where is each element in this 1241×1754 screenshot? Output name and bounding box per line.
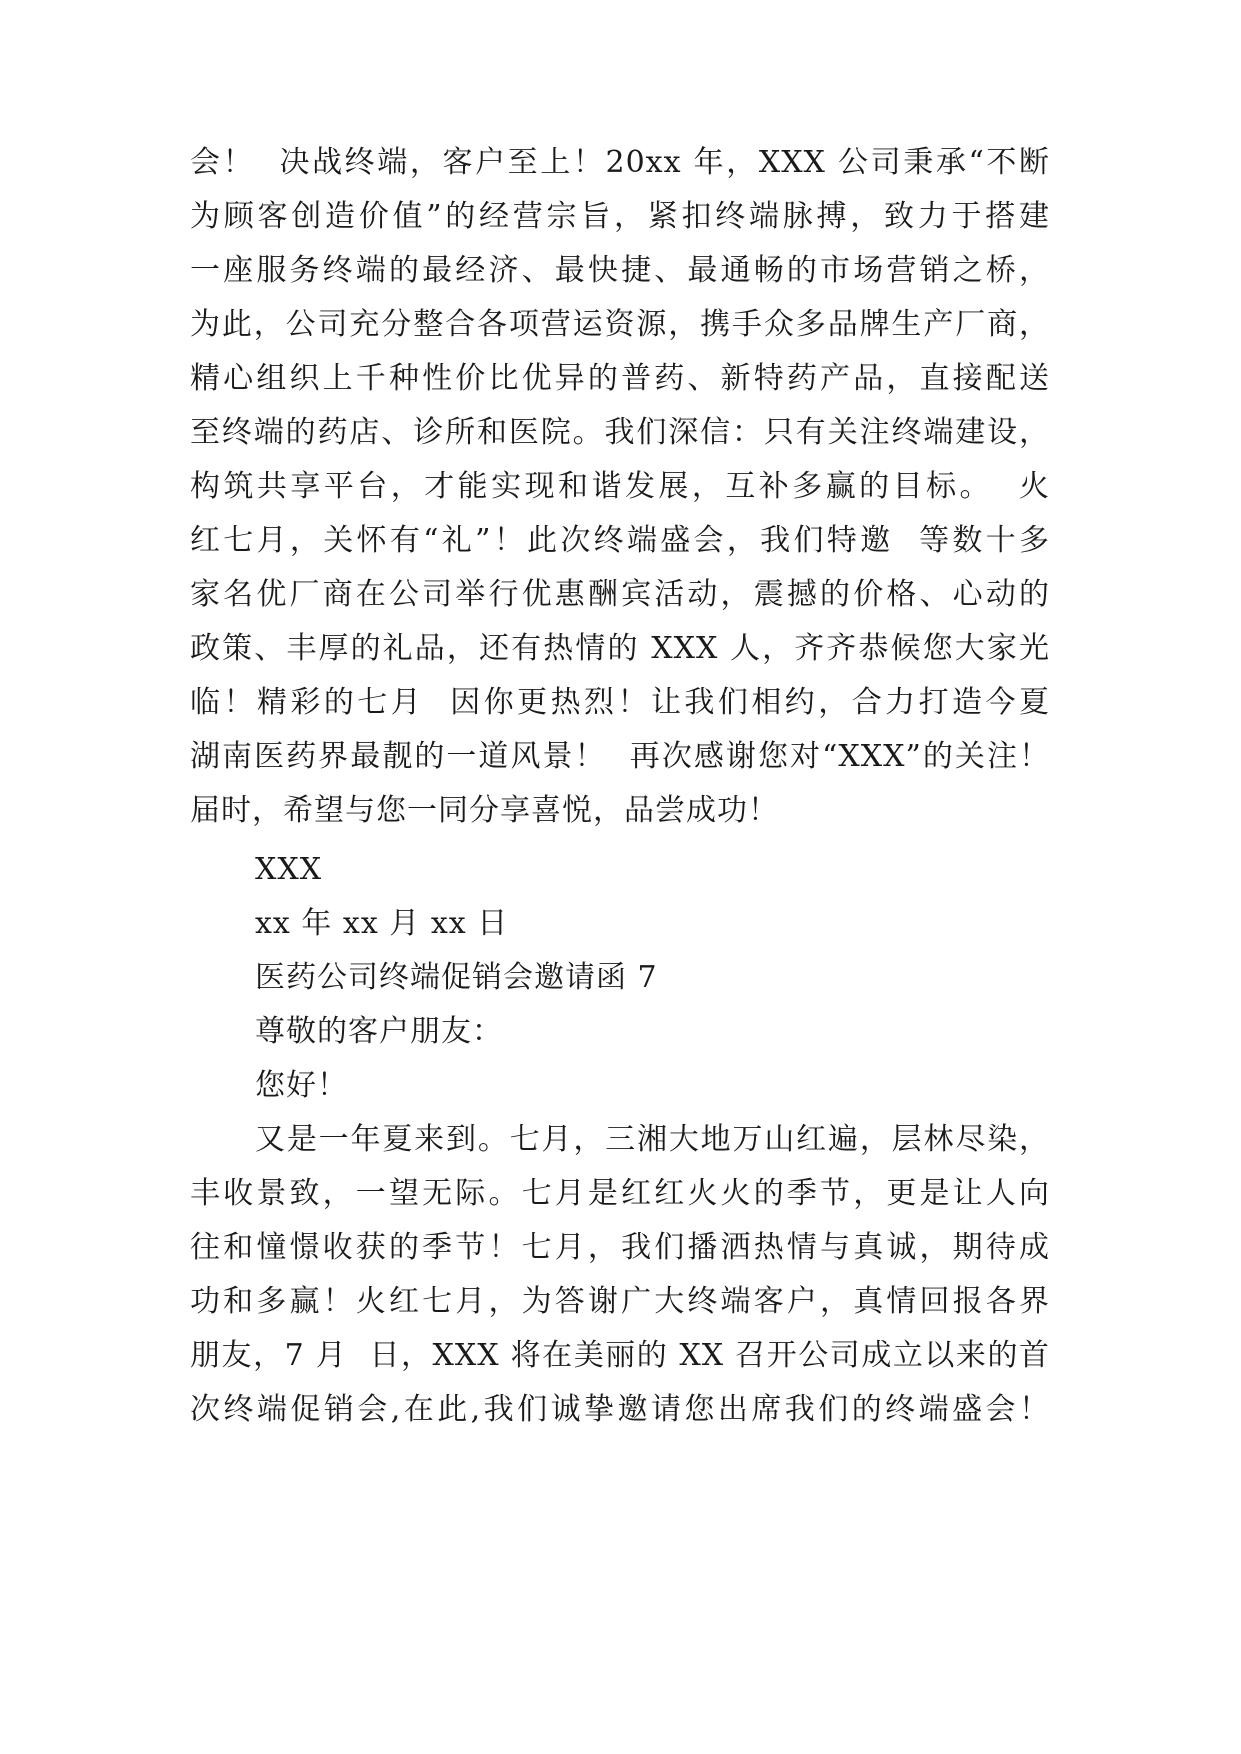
paragraph-line: 湖南医药界最靓的一道风景！ 再次感谢您对“XXX”的关注！ xyxy=(190,739,1050,774)
paragraph-line: 红七月，关怀有“礼”！此次终端盛会，我们特邀 等数十多 xyxy=(190,523,1050,558)
date: xx 年 xx 月 xx 日 xyxy=(255,906,509,941)
paragraph-line: 会！ 决战终端，客户至上！20xx 年，XXX 公司秉承“不断 xyxy=(190,145,1050,180)
paragraph-line: 精心组织上千种性价比优异的普药、新特药产品，直接配送 xyxy=(190,361,1050,396)
paragraph-line: 政策、丰厚的礼品，还有热情的 XXX 人，齐齐恭候您大家光 xyxy=(190,631,1050,666)
paragraph-line: 一座服务终端的最经济、最快捷、最通畅的市场营销之桥， xyxy=(190,253,1050,288)
paragraph-line: 为顾客创造价值”的经营宗旨，紧扣终端脉搏，致力于搭建 xyxy=(190,199,1050,234)
greeting: 您好！ xyxy=(255,1068,348,1103)
signature: XXX xyxy=(255,852,323,887)
salutation: 尊敬的客户朋友： xyxy=(255,1014,503,1049)
section-title: 医药公司终端促销会邀请函 7 xyxy=(255,960,658,995)
paragraph-line: 丰收景致，一望无际。七月是红红火火的季节，更是让人向 xyxy=(190,1176,1050,1211)
paragraph-line: 至终端的药店、诊所和医院。我们深信：只有关注终端建设， xyxy=(190,415,1050,450)
paragraph-line: 为此，公司充分整合各项营运资源，携手众多品牌生产厂商， xyxy=(190,307,1050,342)
paragraph-line: 临！精彩的七月 因你更热烈！让我们相约，合力打造今夏 xyxy=(190,685,1050,720)
paragraph-line: 家名优厂商在公司举行优惠酬宾活动，震撼的价格、心动的 xyxy=(190,577,1050,612)
paragraph-line: 往和憧憬收获的季节！七月，我们播洒热情与真诚，期待成 xyxy=(190,1230,1050,1265)
paragraph-line: 朋友，7 月 日，XXX 将在美丽的 XX 召开公司成立以来的首 xyxy=(190,1338,1050,1373)
paragraph-line: 构筑共享平台，才能实现和谐发展，互补多赢的目标。 火 xyxy=(190,469,1050,504)
paragraph-line: 又是一年夏来到。七月，三湘大地万山红遍，层林尽染， xyxy=(255,1122,1050,1157)
paragraph-line: 届时，希望与您一同分享喜悦，品尝成功！ xyxy=(190,793,779,828)
paragraph-line: 次终端促销会,在此,我们诚挚邀请您出席我们的终端盛会！ xyxy=(190,1392,1050,1427)
paragraph-line: 功和多赢！火红七月，为答谢广大终端客户，真情回报各界 xyxy=(190,1284,1050,1319)
